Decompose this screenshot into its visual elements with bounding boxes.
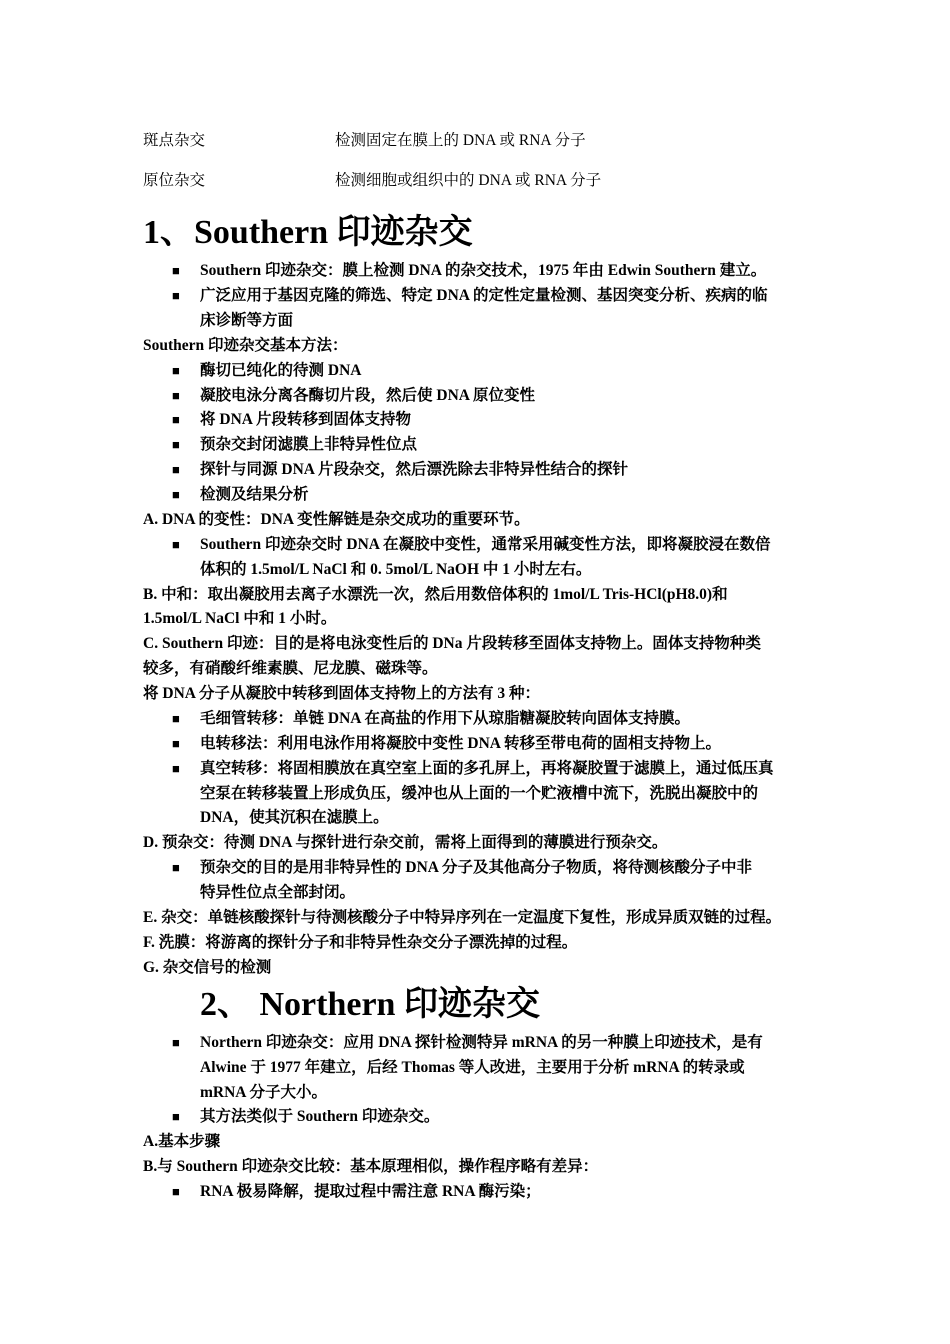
bullet-icon: ■ [172, 860, 180, 875]
list-item: Southern 印迹杂交：膜上检测 DNA 的杂交技术，1975 年由 Edwin Southern 建立。 [200, 262, 767, 279]
list-item: 预杂交的目的是用非特异性的 DNA 分子及其他高分子物质，将待测核酸分子中非 [200, 859, 752, 876]
paragraph: B.与 Southern 印迹杂交比较：基本原理相似，操作程序略有差异： [143, 1158, 599, 1175]
list-item: 其方法类似于 Southern 印迹杂交。 [200, 1108, 440, 1125]
list-item: 检测及结果分析 [200, 486, 309, 503]
paragraph: D. 预杂交：待测 DNA 与探针进行杂交前，需将上面得到的薄膜进行预杂交。 [143, 834, 668, 851]
paragraph: 将 DNA 分子从凝胶中转移到固体支持物上的方法有 3 种： [143, 685, 540, 702]
paragraph: C. Southern 印迹：目的是将电泳变性后的 DNa 片段转移至固体支持物上。固体支持物种类 [143, 635, 761, 652]
list-item-continuation: mRNA 分子大小。 [200, 1084, 328, 1101]
bullet-icon: ■ [172, 363, 180, 378]
paragraph: E. 杂交：单链核酸探针与待测核酸分子中特异序列在一定温度下复性，形成异质双链的过程。 [143, 909, 782, 926]
list-item-continuation: Alwine 于 1977 年建立，后经 Thomas 等人改进，主要用于分析 mRNA 的转录或 [200, 1059, 745, 1076]
list-item: 电转移法：利用电泳作用将凝胶中变性 DNA 转移至带电荷的固相支持物上。 [200, 735, 721, 752]
bullet-icon: ■ [172, 437, 180, 452]
bullet-icon: ■ [172, 761, 180, 776]
bullet-icon: ■ [172, 412, 180, 427]
list-item: Northern 印迹杂交：应用 DNA 探针检测特异 mRNA 的另一种膜上印迹技术，是有 [200, 1034, 763, 1051]
section-heading-southern: 1、Southern 印迹杂交 [143, 214, 473, 251]
paragraph: Southern 印迹杂交基本方法： [143, 337, 348, 354]
bullet-icon: ■ [172, 288, 180, 303]
paragraph: A.基本步骤 [143, 1133, 221, 1150]
bullet-icon: ■ [172, 388, 180, 403]
paragraph: 较多，有硝酸纤维素膜、尼龙膜、磁珠等。 [143, 660, 438, 677]
paragraph: B. 中和：取出凝胶用去离子水漂洗一次，然后用数倍体积的 1mol/L Tris-HCl(pH8.0)和 [143, 586, 728, 603]
bullet-icon: ■ [172, 487, 180, 502]
bullet-icon: ■ [172, 711, 180, 726]
bullet-icon: ■ [172, 1109, 180, 1124]
list-item: 酶切已纯化的待测 DNA [200, 362, 362, 379]
definition-term: 斑点杂交 [143, 132, 206, 149]
list-item: 毛细管转移：单链 DNA 在高盐的作用下从琼脂糖凝胶转向固体支持膜。 [200, 710, 690, 727]
definition-desc: 检测固定在膜上的 DNA 或 RNA 分子 [335, 132, 586, 149]
bullet-icon: ■ [172, 1035, 180, 1050]
list-item: Southern 印迹杂交时 DNA 在凝胶中变性，通常采用碱变性方法，即将凝胶浸在数倍 [200, 536, 771, 553]
list-item: 真空转移：将固相膜放在真空室上面的多孔屏上，再将凝胶置于滤膜上，通过低压真 [200, 760, 774, 777]
bullet-icon: ■ [172, 462, 180, 477]
list-item: 预杂交封闭滤膜上非特异性位点 [200, 436, 418, 453]
list-item-continuation: 体积的 1.5mol/L NaCl 和 0. 5mol/L NaOH 中 1 小时左右。 [200, 561, 592, 578]
paragraph: G. 杂交信号的检测 [143, 959, 272, 976]
section-heading-northern: 2、 Northern 印迹杂交 [200, 986, 540, 1023]
list-item: RNA 极易降解，提取过程中需注意 RNA 酶污染； [200, 1183, 541, 1200]
bullet-icon: ■ [172, 263, 180, 278]
list-item: 探针与同源 DNA 片段杂交，然后漂洗除去非特异性结合的探针 [200, 461, 628, 478]
list-item-continuation: 特异性位点全部封闭。 [200, 884, 356, 901]
bullet-icon: ■ [172, 1184, 180, 1199]
list-item-continuation: 空泵在转移装置上形成负压，缓冲也从上面的一个贮液槽中流下，洗脱出凝胶中的 [200, 785, 759, 802]
list-item: 将 DNA 片段转移到固体支持物 [200, 411, 411, 428]
bullet-icon: ■ [172, 537, 180, 552]
list-item-continuation: DNA，使其沉积在滤膜上。 [200, 809, 389, 826]
list-item: 广泛应用于基因克隆的筛选、特定 DNA 的定性定量检测、基因突变分析、疾病的临 [200, 287, 768, 304]
bullet-icon: ■ [172, 736, 180, 751]
paragraph: 1.5mol/L NaCl 中和 1 小时。 [143, 610, 337, 627]
definition-desc: 检测细胞或组织中的 DNA 或 RNA 分子 [335, 172, 602, 189]
list-item-continuation: 床诊断等方面 [200, 312, 294, 329]
definition-term: 原位杂交 [143, 172, 206, 189]
list-item: 凝胶电泳分离各酶切片段，然后使 DNA 原位变性 [200, 387, 535, 404]
paragraph: A. DNA 的变性：DNA 变性解链是杂交成功的重要环节。 [143, 511, 530, 528]
paragraph: F. 洗膜：将游离的探针分子和非特异性杂交分子漂洗掉的过程。 [143, 934, 578, 951]
